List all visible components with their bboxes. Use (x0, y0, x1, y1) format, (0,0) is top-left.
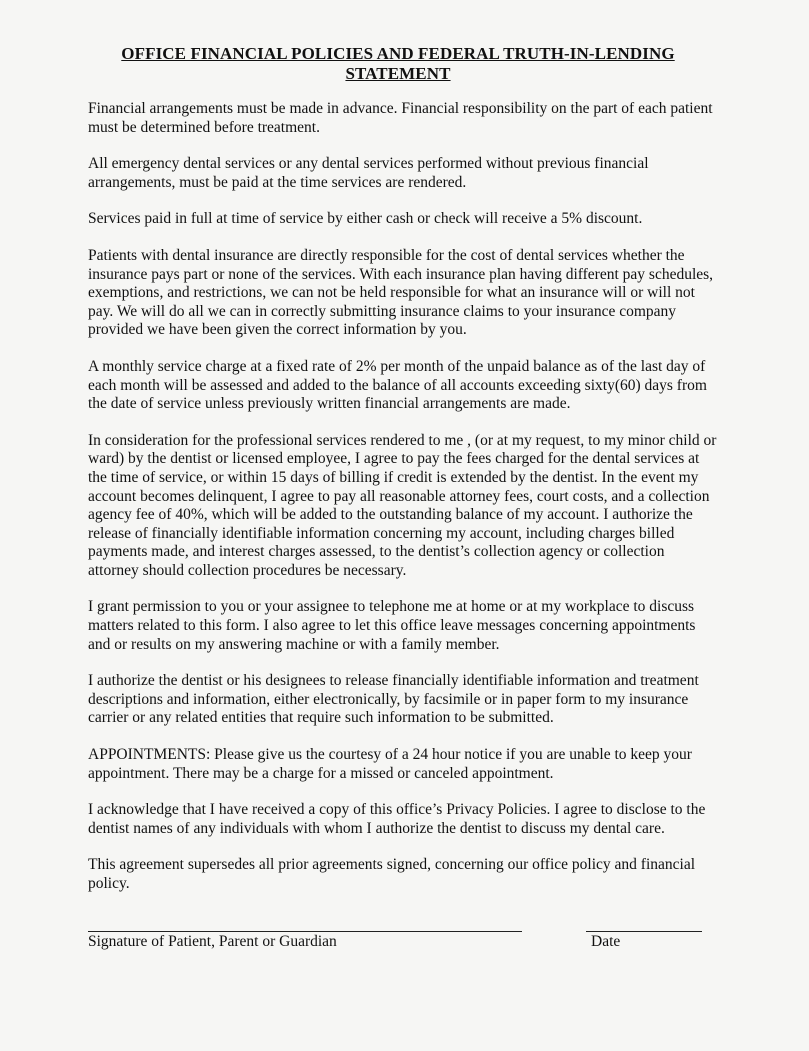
document-title: OFFICE FINANCIAL POLICIES AND FEDERAL TRUTH-IN-LENDING STATEMENT (121, 44, 675, 83)
policy-paragraph-appointments: APPOINTMENTS: Please give us the courtesy of a 24 hour notice if you are unable to keep your appointment. There may be a charge for a missed or canceled appointment. (88, 746, 692, 782)
signature-line[interactable] (88, 931, 522, 932)
policy-paragraph-privacy: I acknowledge that I have received a copy of this office’s Privacy Policies. I agree to disclose to the dentist names of any individuals with whom I authorize the dentist to discuss my dental care. (88, 801, 706, 837)
policy-paragraph-discount: Services paid in full at time of service by either cash or check will receive a 5% discount. (88, 210, 643, 228)
date-line[interactable] (586, 931, 702, 932)
policy-body (88, 100, 718, 912)
policy-paragraph-supersedes: This agreement supersedes all prior agreements signed, concerning our office policy and financial policy. (88, 856, 696, 892)
date-label: Date (591, 933, 621, 950)
policy-paragraph-insurance: Patients with dental insurance are directly responsible for the cost of dental services whether the insurance pays part or none of the services. With each insurance plan having different pay schedules, exemptions, and restrictions, we can not be held responsible for what an insurance will or will not pay. We will do all we can in correctly submitting insurance claims to your insurance company provided we have been given the correct information by you. (88, 246, 714, 339)
policy-paragraph-release: I authorize the dentist or his designees to release financially identifiable information and treatment descriptions and information, either electronically, by facsimile or in paper form to my insurance carrier or any related entities that require such information to be submitted. (88, 672, 699, 727)
policy-paragraph-advance: Financial arrangements must be made in advance. Financial responsibility on the part of each patient must be determined before treatment. (88, 100, 713, 136)
policy-paragraph-service-charge: A monthly service charge at a fixed rate of 2% per month of the unpaid balance as of the last day of each month will be assessed and added to the balance of all accounts exceeding sixty(60) days from the date of service unless previously written financial arrangements are made. (88, 357, 707, 413)
policy-paragraph-emergency: All emergency dental services or any dental services performed without previous financial arrangements, must be paid at the time services are rendered. (88, 155, 649, 191)
policy-paragraph-consideration: In consideration for the professional services rendered to me , (or at my request, to my minor child or ward) by the dentist or licensed employee, I agree to pay the fees charged for the dental services at the time of service, or within 15 days of billing if credit is extended by the dentist. In the event my account becomes delinquent, I agree to pay all reasonable attorney fees, court costs, and a collection agency fee of 40%, which will be added to the outstanding balance of my account. I authorize the release of financially identifiable information concerning my account, including charges billed payments made, and interest charges assessed, to the dentist’s collection agency or collection attorney should collection procedures be necessary. (88, 431, 717, 579)
policy-paragraph-telephone: I grant permission to you or your assignee to telephone me at home or at my workplace to discuss matters related to this form. I also agree to let this office leave messages concerning appointments and or results on my answering machine or with a family member. (88, 598, 696, 653)
signature-label: Signature of Patient, Parent or Guardian (88, 933, 337, 950)
